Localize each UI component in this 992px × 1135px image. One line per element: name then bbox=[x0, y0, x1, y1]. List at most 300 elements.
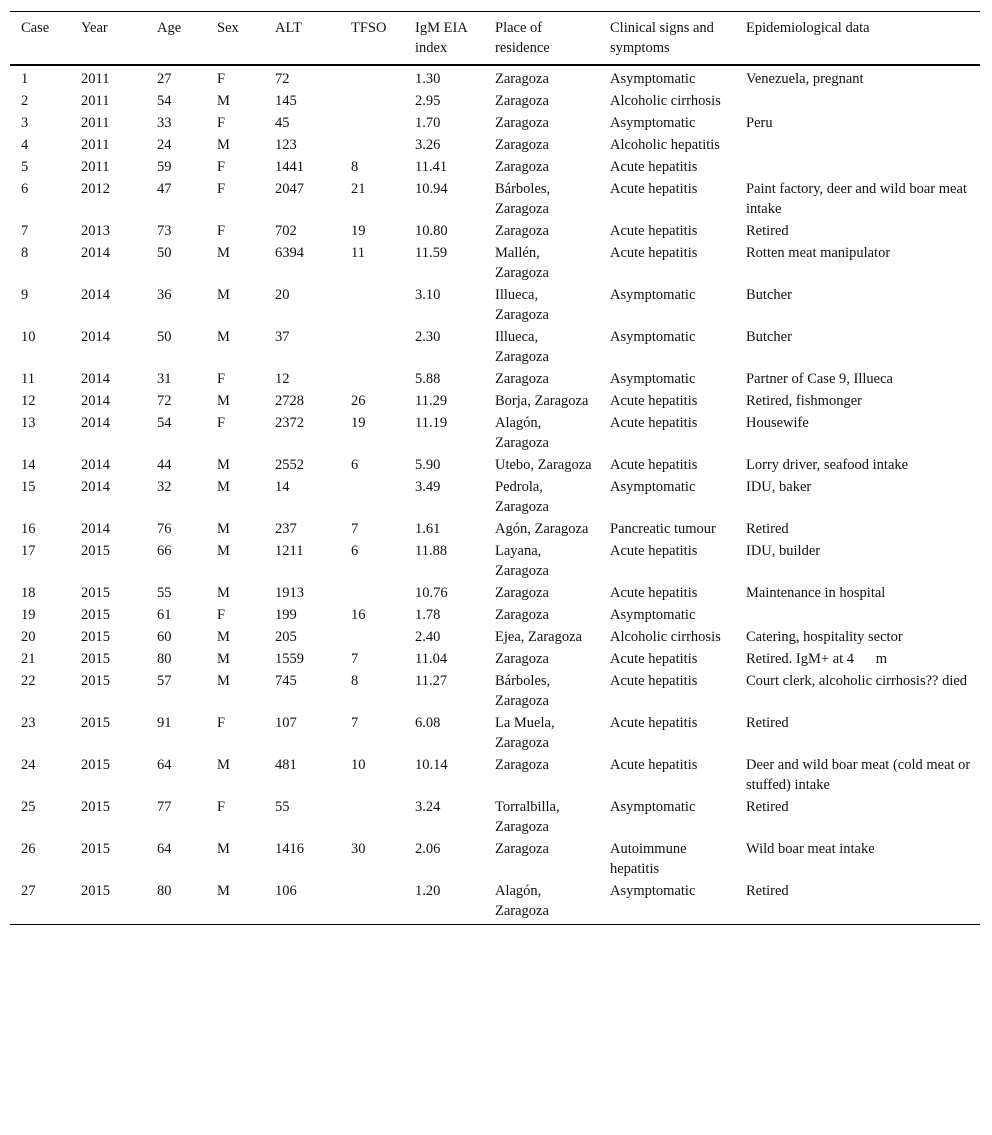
cell-case: 25 bbox=[21, 799, 36, 815]
cell-case: 5 bbox=[21, 159, 29, 175]
cell-sex: F bbox=[217, 181, 226, 197]
cell-alt: 702 bbox=[275, 223, 297, 239]
cell-case: 20 bbox=[21, 629, 36, 645]
cell-igm-eia-index: 3.49 bbox=[415, 479, 441, 495]
cell-case: 3 bbox=[21, 115, 29, 131]
cell-case: 8 bbox=[21, 245, 29, 261]
cell-igm-eia-index: 2.06 bbox=[415, 841, 441, 857]
cell-case: 21 bbox=[21, 651, 36, 667]
cell-place-of-residence: Illueca, Zaragoza bbox=[495, 287, 549, 323]
cell-tfso: 16 bbox=[351, 607, 366, 623]
cell-clinical-signs: Acute hepatitis bbox=[610, 457, 698, 473]
cell-year: 2014 bbox=[81, 245, 110, 261]
cell-sex: M bbox=[217, 137, 230, 153]
table-row bbox=[10, 390, 980, 412]
cell-alt: 12 bbox=[275, 371, 290, 387]
header-epidemiological-data: Epidemiological data bbox=[746, 20, 870, 36]
cell-epidemiological-data: Housewife bbox=[746, 415, 809, 431]
cell-tfso: 7 bbox=[351, 715, 359, 731]
cell-place-of-residence: Bárboles, Zaragoza bbox=[495, 673, 551, 709]
cell-epidemiological-data: Retired bbox=[746, 715, 789, 731]
cell-case: 4 bbox=[21, 137, 29, 153]
cell-year: 2014 bbox=[81, 393, 110, 409]
cell-epidemiological-data: Retired. IgM+ at 4 m bbox=[746, 651, 888, 667]
table-row bbox=[10, 880, 980, 925]
cell-place-of-residence: Zaragoza bbox=[495, 159, 549, 175]
cell-age: 44 bbox=[157, 457, 172, 473]
table-row bbox=[10, 476, 980, 518]
cell-tfso: 8 bbox=[351, 159, 359, 175]
cell-year: 2015 bbox=[81, 629, 110, 645]
cell-clinical-signs: Asymptomatic bbox=[610, 371, 696, 387]
cell-igm-eia-index: 1.61 bbox=[415, 521, 441, 537]
cell-sex: F bbox=[217, 799, 226, 815]
cell-igm-eia-index: 10.80 bbox=[415, 223, 448, 239]
cell-age: 36 bbox=[157, 287, 172, 303]
hepatitis-e-cases-table bbox=[10, 11, 980, 925]
cell-case: 18 bbox=[21, 585, 36, 601]
cell-case: 2 bbox=[21, 93, 29, 109]
header-row bbox=[10, 12, 980, 66]
cell-year: 2015 bbox=[81, 757, 110, 773]
cell-age: 47 bbox=[157, 181, 172, 197]
cell-place-of-residence: Agón, Zaragoza bbox=[495, 521, 589, 537]
cell-sex: F bbox=[217, 71, 226, 87]
cell-clinical-signs: Asymptomatic bbox=[610, 799, 696, 815]
cell-place-of-residence: Zaragoza bbox=[495, 93, 549, 109]
header-alt: ALT bbox=[275, 20, 302, 36]
table-row bbox=[10, 112, 980, 134]
cell-case: 1 bbox=[21, 71, 29, 87]
cell-year: 2015 bbox=[81, 715, 110, 731]
cell-igm-eia-index: 1.78 bbox=[415, 607, 441, 623]
table-row bbox=[10, 648, 980, 670]
cell-year: 2014 bbox=[81, 521, 110, 537]
cell-igm-eia-index: 11.04 bbox=[415, 651, 448, 667]
cell-epidemiological-data: Maintenance in hospital bbox=[746, 585, 886, 601]
cell-alt: 72 bbox=[275, 71, 290, 87]
cell-sex: F bbox=[217, 159, 226, 175]
cell-place-of-residence: Pedrola, Zaragoza bbox=[495, 479, 549, 515]
cell-igm-eia-index: 3.10 bbox=[415, 287, 441, 303]
cell-place-of-residence: Zaragoza bbox=[495, 585, 549, 601]
cell-sex: F bbox=[217, 715, 226, 731]
cell-year: 2011 bbox=[81, 93, 110, 109]
cell-year: 2014 bbox=[81, 329, 110, 345]
cell-igm-eia-index: 6.08 bbox=[415, 715, 441, 731]
cell-igm-eia-index: 11.29 bbox=[415, 393, 448, 409]
cell-clinical-signs: Acute hepatitis bbox=[610, 651, 698, 667]
cell-alt: 481 bbox=[275, 757, 297, 773]
cell-tfso bbox=[340, 284, 404, 326]
table-row bbox=[10, 518, 980, 540]
table-row bbox=[10, 670, 980, 712]
cell-sex: M bbox=[217, 585, 230, 601]
cell-age: 50 bbox=[157, 245, 172, 261]
cell-year: 2015 bbox=[81, 673, 110, 689]
cell-alt: 1559 bbox=[275, 651, 304, 667]
header-case: Case bbox=[21, 20, 50, 36]
cell-igm-eia-index: 2.95 bbox=[415, 93, 441, 109]
cell-alt: 1211 bbox=[275, 543, 304, 559]
cell-place-of-residence: Zaragoza bbox=[495, 115, 549, 131]
cell-year: 2015 bbox=[81, 607, 110, 623]
cell-clinical-signs: Alcoholic cirrhosis bbox=[610, 93, 721, 109]
cell-year: 2011 bbox=[81, 115, 110, 131]
cell-igm-eia-index: 3.26 bbox=[415, 137, 441, 153]
cell-tfso bbox=[340, 326, 404, 368]
cell-igm-eia-index: 2.40 bbox=[415, 629, 441, 645]
cell-clinical-signs: Asymptomatic bbox=[610, 883, 696, 899]
cell-alt: 106 bbox=[275, 883, 297, 899]
cell-epidemiological-data: Paint factory, deer and wild boar meat intake bbox=[746, 181, 967, 217]
cell-clinical-signs: Asymptomatic bbox=[610, 329, 696, 345]
cell-age: 32 bbox=[157, 479, 172, 495]
cell-sex: M bbox=[217, 629, 230, 645]
cell-year: 2013 bbox=[81, 223, 110, 239]
cell-igm-eia-index: 11.88 bbox=[415, 543, 448, 559]
cell-age: 91 bbox=[157, 715, 172, 731]
cell-epidemiological-data: Rotten meat manipulator bbox=[746, 245, 891, 261]
cell-tfso: 19 bbox=[351, 223, 366, 239]
cell-age: 77 bbox=[157, 799, 172, 815]
cell-clinical-signs: Acute hepatitis bbox=[610, 415, 698, 431]
cell-sex: M bbox=[217, 479, 230, 495]
cell-tfso: 10 bbox=[351, 757, 366, 773]
cell-place-of-residence: Zaragoza bbox=[495, 137, 549, 153]
cell-tfso bbox=[340, 476, 404, 518]
cell-place-of-residence: Mallén, Zaragoza bbox=[495, 245, 549, 281]
cell-case: 10 bbox=[21, 329, 36, 345]
cell-year: 2014 bbox=[81, 479, 110, 495]
table-row bbox=[10, 368, 980, 390]
cell-igm-eia-index: 5.90 bbox=[415, 457, 441, 473]
cell-year: 2015 bbox=[81, 585, 110, 601]
cell-year: 2012 bbox=[81, 181, 110, 197]
cell-year: 2014 bbox=[81, 415, 110, 431]
cell-tfso: 6 bbox=[351, 543, 359, 559]
cell-tfso: 21 bbox=[351, 181, 366, 197]
cell-place-of-residence: Layana, Zaragoza bbox=[495, 543, 549, 579]
cell-sex: M bbox=[217, 543, 230, 559]
cell-epidemiological-data: Court clerk, alcoholic cirrhosis?? died bbox=[746, 673, 968, 689]
table-row bbox=[10, 284, 980, 326]
cell-year: 2014 bbox=[81, 287, 110, 303]
cell-tfso: 11 bbox=[351, 245, 365, 261]
cell-epidemiological-data: IDU, baker bbox=[746, 479, 812, 495]
cell-clinical-signs: Asymptomatic bbox=[610, 115, 696, 131]
cell-igm-eia-index: 11.41 bbox=[415, 159, 448, 175]
cell-age: 31 bbox=[157, 371, 172, 387]
cell-alt: 14 bbox=[275, 479, 290, 495]
cell-age: 76 bbox=[157, 521, 172, 537]
cell-case: 17 bbox=[21, 543, 36, 559]
header-year: Year bbox=[81, 20, 108, 36]
cell-clinical-signs: Acute hepatitis bbox=[610, 673, 698, 689]
cell-age: 60 bbox=[157, 629, 172, 645]
cell-tfso bbox=[340, 90, 404, 112]
cell-case: 9 bbox=[21, 287, 29, 303]
cell-clinical-signs: Acute hepatitis bbox=[610, 181, 698, 197]
cell-tfso bbox=[340, 796, 404, 838]
cell-age: 61 bbox=[157, 607, 172, 623]
cell-epidemiological-data: Wild boar meat intake bbox=[746, 841, 875, 857]
cell-tfso: 8 bbox=[351, 673, 359, 689]
cell-igm-eia-index: 1.30 bbox=[415, 71, 441, 87]
cell-alt: 123 bbox=[275, 137, 297, 153]
cell-igm-eia-index: 5.88 bbox=[415, 371, 441, 387]
cell-year: 2011 bbox=[81, 159, 110, 175]
cell-sex: M bbox=[217, 287, 230, 303]
cell-clinical-signs: Asymptomatic bbox=[610, 607, 696, 623]
cell-tfso: 7 bbox=[351, 651, 359, 667]
cell-place-of-residence: Alagón, Zaragoza bbox=[495, 415, 549, 451]
cell-case: 19 bbox=[21, 607, 36, 623]
cell-sex: M bbox=[217, 883, 230, 899]
table-row bbox=[10, 626, 980, 648]
cell-epidemiological-data bbox=[735, 90, 980, 112]
cell-alt: 237 bbox=[275, 521, 297, 537]
table-row bbox=[10, 796, 980, 838]
cell-alt: 55 bbox=[275, 799, 290, 815]
cell-tfso: 26 bbox=[351, 393, 366, 409]
cell-tfso: 30 bbox=[351, 841, 366, 857]
cell-clinical-signs: Acute hepatitis bbox=[610, 159, 698, 175]
cell-place-of-residence: Bárboles, Zaragoza bbox=[495, 181, 551, 217]
cell-place-of-residence: Utebo, Zaragoza bbox=[495, 457, 592, 473]
table-row bbox=[10, 604, 980, 626]
cell-sex: M bbox=[217, 245, 230, 261]
cell-age: 64 bbox=[157, 757, 172, 773]
cell-year: 2015 bbox=[81, 799, 110, 815]
cell-epidemiological-data: Retired bbox=[746, 223, 789, 239]
cell-epidemiological-data: Retired, fishmonger bbox=[746, 393, 862, 409]
cell-sex: M bbox=[217, 673, 230, 689]
cell-age: 55 bbox=[157, 585, 172, 601]
cell-tfso: 6 bbox=[351, 457, 359, 473]
cell-epidemiological-data: Retired bbox=[746, 799, 789, 815]
cell-epidemiological-data bbox=[735, 156, 980, 178]
cell-age: 50 bbox=[157, 329, 172, 345]
cell-igm-eia-index: 10.76 bbox=[415, 585, 448, 601]
cell-case: 7 bbox=[21, 223, 29, 239]
cell-epidemiological-data: Peru bbox=[746, 115, 773, 131]
header-place-of-residence: Place of residence bbox=[495, 20, 550, 56]
header-age: Age bbox=[157, 20, 182, 36]
table-row bbox=[10, 220, 980, 242]
cell-epidemiological-data bbox=[735, 604, 980, 626]
cell-tfso bbox=[340, 582, 404, 604]
cell-sex: M bbox=[217, 521, 230, 537]
table-row bbox=[10, 838, 980, 880]
cell-place-of-residence: Torralbilla, Zaragoza bbox=[495, 799, 560, 835]
cell-age: 59 bbox=[157, 159, 172, 175]
cell-clinical-signs: Acute hepatitis bbox=[610, 223, 698, 239]
cell-age: 54 bbox=[157, 415, 172, 431]
table-row bbox=[10, 156, 980, 178]
cell-igm-eia-index: 3.24 bbox=[415, 799, 441, 815]
cell-place-of-residence: Zaragoza bbox=[495, 651, 549, 667]
cell-alt: 2372 bbox=[275, 415, 304, 431]
cell-age: 54 bbox=[157, 93, 172, 109]
cell-case: 16 bbox=[21, 521, 36, 537]
cell-sex: M bbox=[217, 841, 230, 857]
cell-alt: 2047 bbox=[275, 181, 304, 197]
header-igm-eia-index: IgM EIA index bbox=[415, 20, 467, 56]
cell-case: 13 bbox=[21, 415, 36, 431]
cell-alt: 20 bbox=[275, 287, 290, 303]
cell-sex: M bbox=[217, 93, 230, 109]
cell-tfso bbox=[340, 880, 404, 925]
cell-age: 33 bbox=[157, 115, 172, 131]
table-row bbox=[10, 712, 980, 754]
cell-place-of-residence: Alagón, Zaragoza bbox=[495, 883, 549, 919]
cell-place-of-residence: Zaragoza bbox=[495, 223, 549, 239]
cell-epidemiological-data: Retired bbox=[746, 883, 789, 899]
cell-case: 12 bbox=[21, 393, 36, 409]
cell-igm-eia-index: 11.19 bbox=[415, 415, 448, 431]
table-row bbox=[10, 412, 980, 454]
cell-clinical-signs: Acute hepatitis bbox=[610, 757, 698, 773]
table-row bbox=[10, 454, 980, 476]
cell-alt: 1441 bbox=[275, 159, 304, 175]
cell-epidemiological-data: Lorry driver, seafood intake bbox=[746, 457, 909, 473]
cell-sex: M bbox=[217, 651, 230, 667]
case-table-container bbox=[10, 11, 980, 925]
cell-epidemiological-data bbox=[735, 134, 980, 156]
cell-alt: 45 bbox=[275, 115, 290, 131]
cell-alt: 6394 bbox=[275, 245, 304, 261]
cell-clinical-signs: Acute hepatitis bbox=[610, 585, 698, 601]
table-row bbox=[10, 242, 980, 284]
cell-alt: 1416 bbox=[275, 841, 304, 857]
cell-alt: 145 bbox=[275, 93, 297, 109]
cell-sex: M bbox=[217, 329, 230, 345]
cell-place-of-residence: Zaragoza bbox=[495, 757, 549, 773]
cell-tfso bbox=[340, 112, 404, 134]
cell-age: 66 bbox=[157, 543, 172, 559]
header-sex: Sex bbox=[217, 20, 239, 36]
cell-age: 80 bbox=[157, 883, 172, 899]
cell-epidemiological-data: Catering, hospitality sector bbox=[746, 629, 903, 645]
cell-alt: 2728 bbox=[275, 393, 304, 409]
cell-tfso bbox=[340, 368, 404, 390]
cell-clinical-signs: Asymptomatic bbox=[610, 479, 696, 495]
cell-alt: 199 bbox=[275, 607, 297, 623]
cell-sex: F bbox=[217, 607, 226, 623]
cell-year: 2011 bbox=[81, 137, 110, 153]
cell-year: 2014 bbox=[81, 457, 110, 473]
table-row bbox=[10, 65, 980, 90]
cell-place-of-residence: Borja, Zaragoza bbox=[495, 393, 589, 409]
cell-sex: M bbox=[217, 457, 230, 473]
cell-clinical-signs: Pancreatic tumour bbox=[610, 521, 716, 537]
table-row bbox=[10, 540, 980, 582]
cell-tfso bbox=[340, 626, 404, 648]
cell-place-of-residence: La Muela, Zaragoza bbox=[495, 715, 555, 751]
cell-sex: M bbox=[217, 757, 230, 773]
cell-clinical-signs: Autoimmune hepatitis bbox=[610, 841, 687, 877]
cell-age: 73 bbox=[157, 223, 172, 239]
cell-alt: 37 bbox=[275, 329, 290, 345]
cell-case: 6 bbox=[21, 181, 29, 197]
cell-tfso: 7 bbox=[351, 521, 359, 537]
cell-clinical-signs: Acute hepatitis bbox=[610, 543, 698, 559]
cell-place-of-residence: Illueca, Zaragoza bbox=[495, 329, 549, 365]
table-row bbox=[10, 754, 980, 796]
cell-year: 2015 bbox=[81, 651, 110, 667]
cell-clinical-signs: Acute hepatitis bbox=[610, 245, 698, 261]
cell-case: 24 bbox=[21, 757, 36, 773]
cell-tfso bbox=[340, 65, 404, 90]
cell-case: 14 bbox=[21, 457, 36, 473]
table-row bbox=[10, 134, 980, 156]
cell-year: 2011 bbox=[81, 71, 110, 87]
cell-age: 72 bbox=[157, 393, 172, 409]
cell-year: 2014 bbox=[81, 371, 110, 387]
cell-sex: F bbox=[217, 415, 226, 431]
cell-epidemiological-data: IDU, builder bbox=[746, 543, 821, 559]
cell-year: 2015 bbox=[81, 841, 110, 857]
cell-tfso bbox=[340, 134, 404, 156]
cell-year: 2015 bbox=[81, 543, 110, 559]
cell-clinical-signs: Acute hepatitis bbox=[610, 715, 698, 731]
cell-igm-eia-index: 10.94 bbox=[415, 181, 448, 197]
cell-place-of-residence: Ejea, Zaragoza bbox=[495, 629, 582, 645]
cell-alt: 205 bbox=[275, 629, 297, 645]
cell-clinical-signs: Asymptomatic bbox=[610, 71, 696, 87]
cell-case: 15 bbox=[21, 479, 36, 495]
cell-age: 64 bbox=[157, 841, 172, 857]
cell-place-of-residence: Zaragoza bbox=[495, 841, 549, 857]
cell-igm-eia-index: 11.59 bbox=[415, 245, 448, 261]
cell-epidemiological-data: Butcher bbox=[746, 287, 792, 303]
cell-sex: F bbox=[217, 115, 226, 131]
header-clinical-signs: Clinical signs and symptoms bbox=[610, 20, 714, 56]
cell-case: 27 bbox=[21, 883, 36, 899]
cell-age: 80 bbox=[157, 651, 172, 667]
cell-igm-eia-index: 1.70 bbox=[415, 115, 441, 131]
cell-sex: F bbox=[217, 223, 226, 239]
cell-alt: 745 bbox=[275, 673, 297, 689]
cell-year: 2015 bbox=[81, 883, 110, 899]
cell-clinical-signs: Alcoholic hepatitis bbox=[610, 137, 720, 153]
cell-clinical-signs: Alcoholic cirrhosis bbox=[610, 629, 721, 645]
cell-age: 24 bbox=[157, 137, 172, 153]
cell-igm-eia-index: 11.27 bbox=[415, 673, 448, 689]
cell-alt: 2552 bbox=[275, 457, 304, 473]
cell-alt: 107 bbox=[275, 715, 297, 731]
cell-epidemiological-data: Partner of Case 9, Illueca bbox=[746, 371, 893, 387]
cell-igm-eia-index: 2.30 bbox=[415, 329, 441, 345]
cell-epidemiological-data: Venezuela, pregnant bbox=[746, 71, 864, 87]
cell-case: 23 bbox=[21, 715, 36, 731]
cell-age: 57 bbox=[157, 673, 172, 689]
cell-sex: M bbox=[217, 393, 230, 409]
cell-tfso: 19 bbox=[351, 415, 366, 431]
cell-place-of-residence: Zaragoza bbox=[495, 71, 549, 87]
header-tfso: TFSO bbox=[351, 20, 387, 36]
cell-place-of-residence: Zaragoza bbox=[495, 607, 549, 623]
cell-place-of-residence: Zaragoza bbox=[495, 371, 549, 387]
table-body bbox=[10, 65, 980, 925]
cell-epidemiological-data: Deer and wild boar meat (cold meat or stuffed) intake bbox=[746, 757, 971, 793]
cell-case: 26 bbox=[21, 841, 36, 857]
cell-igm-eia-index: 10.14 bbox=[415, 757, 448, 773]
table-row bbox=[10, 178, 980, 220]
cell-sex: F bbox=[217, 371, 226, 387]
cell-epidemiological-data: Retired bbox=[746, 521, 789, 537]
